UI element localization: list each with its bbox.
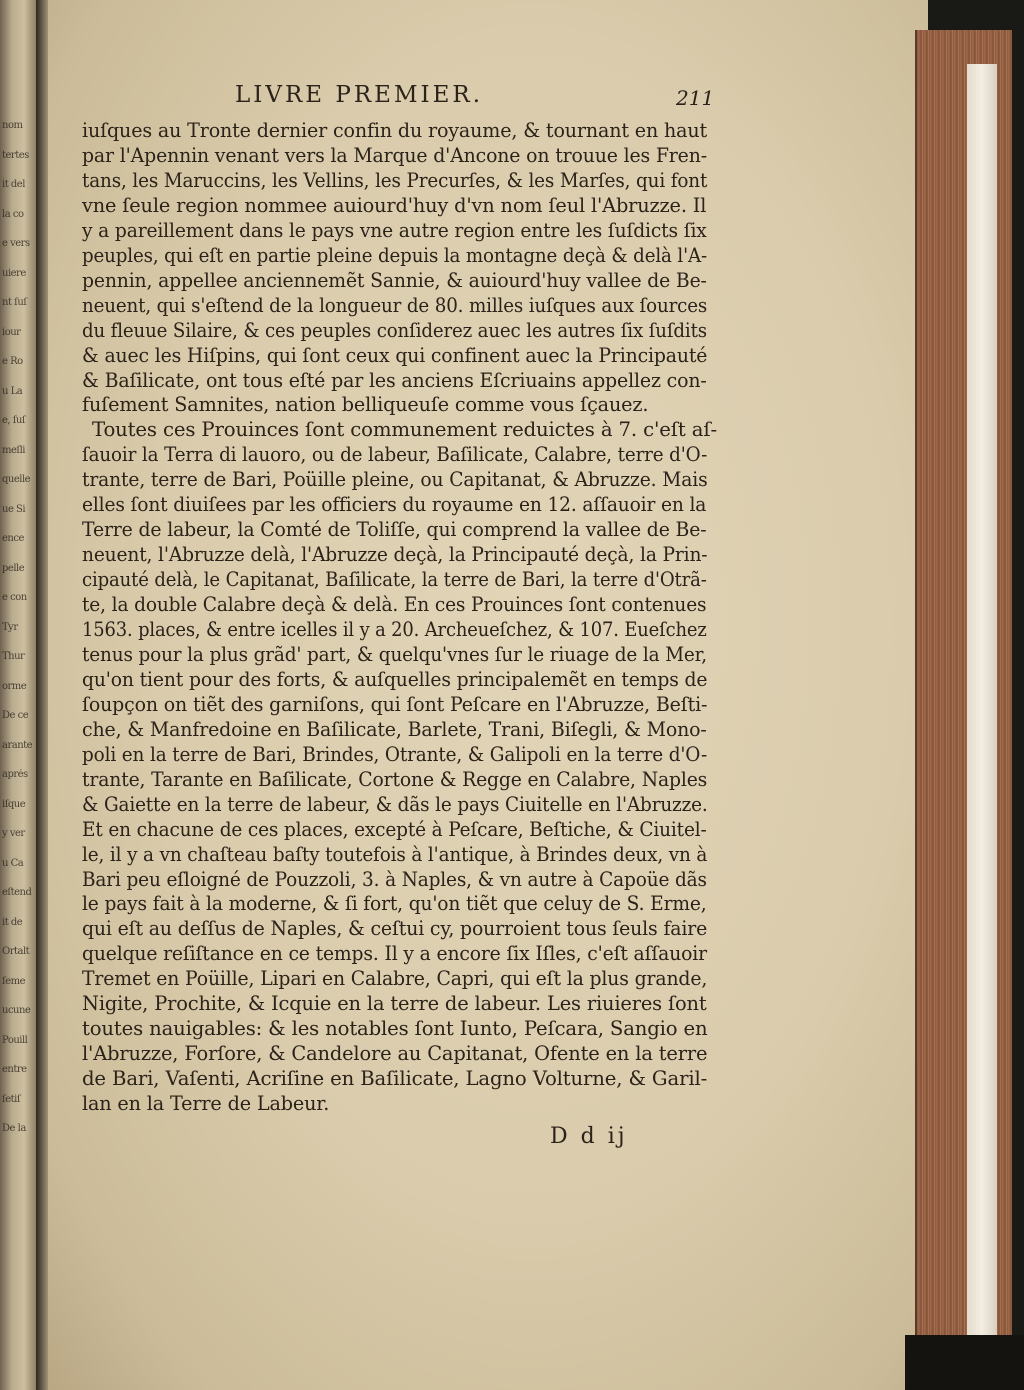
left-margin-fragment: iour: [2, 326, 21, 338]
text-line: che, & Manfredoine en Baſilicate, Barlete, Trani, Biſegli, & Mono-: [82, 717, 707, 741]
text-line: cipauté delà, le Capitanat, Baſilicate, la terre de Bari, la terre d'Otrã-: [82, 568, 707, 592]
text-line: Toutes ces Prouinces ſont communement reduictes à 7. c'eſt aſ-: [92, 418, 717, 442]
left-margin-fragment: Pouill: [2, 1034, 28, 1046]
text-line: trante, Tarante en Baſilicate, Cortone & Regge en Calabre, Naples: [82, 767, 708, 791]
left-page-edge: [0, 0, 40, 1390]
text-line: 1563. places, & entre icelles il y a 20. Archeueſchez, & 107. Eueſchez: [82, 618, 707, 641]
text-line: tenus pour la plus grãd' part, & quelqu'vnes ſur le riuage de la Mer,: [82, 642, 708, 666]
text-line: & Gaiette en la terre de labeur, & dãs le pays Ciuitelle en l'Abruzze.: [82, 792, 708, 816]
text-line: tans, les Maruccins, les Vellins, les Precurſes, & les Marſes, qui font: [82, 168, 708, 192]
page-edge-highlight: [967, 64, 997, 1364]
text-line: fuſement Samnites, nation belliqueuſe comme vous ſçauez.: [82, 393, 649, 417]
text-line: lan en la Terre de Labeur.: [82, 1092, 330, 1116]
folio-number: 211: [676, 86, 715, 110]
signature-mark: D d ij: [550, 1124, 628, 1149]
left-margin-fragment: arante: [2, 739, 33, 751]
text-line: le, il y a vn chaſteau baſty toutefois à l'antique, à Brindes deux, vn à: [82, 842, 708, 866]
text-line: y a pareillement dans le pays vne autre region entre les ſuſdicts ſix: [82, 218, 707, 242]
text-line: qu'on tient pour des forts, & auſquelles principalemẽt en temps de: [82, 667, 708, 691]
text-line: ſauoir la Terra di lauoro, ou de labeur, Baſilicate, Calabre, terre d'O-: [82, 443, 708, 467]
left-margin-fragment: pelle: [2, 562, 25, 574]
left-margin-fragment: uiere: [2, 267, 26, 279]
text-line: toutes nauigables: & les notables ſont Iunto, Peſcara, Sangio en: [82, 1017, 708, 1041]
text-line: par l'Apennin venant vers la Marque d'Ancone on trouue les Fren-: [82, 143, 707, 167]
text-line: du fleuue Silaire, & ces peuples conſiderez auec les autres ſix ſuſdits: [82, 318, 707, 342]
text-line: trante, terre de Bari, Poüille pleine, ou Capitanat, & Abruzze. Mais: [82, 468, 708, 492]
left-margin-fragment: iſque: [2, 798, 26, 810]
left-margin-fragment: ucune: [2, 1005, 31, 1016]
text-line: neuent, qui s'eſtend de la longueur de 80. milles iuſques aux ſources: [82, 293, 708, 317]
text-line: pennin, appellee anciennemẽt Sannie, & auiourd'huy vallee de Be-: [82, 268, 707, 292]
left-margin-fragment: meſli: [2, 444, 25, 456]
left-margin-fragment: entre: [2, 1064, 27, 1075]
left-margin-fragment: De la: [2, 1123, 26, 1134]
text-line: vne ſeule region nommee auiourd'huy d'vn nom ſeul l'Abruzze. Il: [82, 193, 707, 217]
text-line: Nigite, Prochite, & Icquie en la terre de labeur. Les riuieres ſont: [82, 992, 707, 1016]
text-line: poli en la terre de Bari, Brindes, Otrante, & Galipoli en la terre d'O-: [82, 742, 708, 766]
running-head: LIVRE PREMIER.: [235, 82, 484, 108]
text-line: le pays fait à la moderne, & ſi fort, qu'on tiẽt que celuy de S. Erme,: [82, 892, 707, 916]
left-margin-fragment: nt ſuſ: [2, 297, 27, 308]
left-margin-fragment: aprés: [2, 769, 28, 780]
left-margin-fragment: e Ro: [2, 356, 23, 367]
text-line: te, la double Calabre deçà & delà. En ces Prouinces ſont contenues: [82, 593, 707, 617]
text-line: iuſques au Tronte dernier confin du royaume, & tournant en haut: [82, 119, 708, 142]
left-margin-fragment: e vers: [2, 238, 30, 249]
left-margin-fragment: y ver: [2, 828, 25, 839]
left-margin-fragment: u La: [2, 385, 23, 397]
left-margin-fragment: ence: [2, 533, 24, 544]
text-line: de Bari, Vaſenti, Acriſine en Baſilicate, Lagno Volturne, & Garil-: [82, 1067, 708, 1091]
left-margin-fragment: la co: [2, 208, 24, 220]
left-margin-fragment: nom: [2, 120, 23, 131]
left-margin-fragment: Thur: [2, 651, 25, 662]
left-margin-fragment: u Ca: [2, 857, 24, 869]
left-margin-fragment: Ortalt: [2, 946, 30, 957]
text-line: Et en chacune de ces places, excepté à Peſcare, Beſtiche, & Ciuitel-: [82, 817, 707, 841]
left-margin-fragment: e con: [2, 592, 27, 603]
text-line: Bari peu eſloigné de Pouzzoli, 3. à Naples, & vn autre à Capoüe dãs: [82, 867, 707, 891]
left-margin-fragment: eſtend: [2, 887, 32, 898]
left-margin-fragment: ue Si: [2, 503, 26, 515]
left-margin-fragment: e, ſuſ: [2, 415, 26, 426]
left-margin-fragment: orme: [2, 680, 27, 692]
left-margin-fragment: De ce: [2, 710, 29, 721]
text-line: peuples, qui eſt en partie pleine depuis la montagne deçà & delà l'A-: [82, 243, 707, 267]
text-line: Terre de labeur, la Comté de Toliſſe, qui comprend la vallee de Be-: [82, 518, 707, 542]
scan-corner: [905, 1335, 1024, 1390]
left-margin-fragment: tertes: [2, 149, 29, 161]
text-line: neuent, l'Abruzze delà, l'Abruzze deçà, la Principauté deçà, la Prin-: [82, 543, 708, 567]
left-margin-fragment: ſeme: [2, 975, 26, 987]
left-margin-fragment: it de: [2, 916, 23, 928]
text-line: Tremet en Poüille, Lipari en Calabre, Capri, qui eſt la plus grande,: [82, 967, 708, 991]
text-line: & auec les Hiſpins, qui ſont ceux qui confinent auec la Principauté: [82, 343, 708, 367]
left-margin-fragment: it del: [2, 179, 25, 190]
page-fore-edge: [915, 30, 1012, 1365]
text-line: elles ſont diuiſees par les officiers du royaume en 12. aſſauoir en la: [82, 493, 707, 517]
text-line: quelque reſiſtance en ce temps. Il y a encore ſix Iſles, c'eſt aſſauoir: [82, 942, 707, 966]
text-line: ſoupçon on tiẽt des garniſons, qui ſont Peſcare en l'Abruzze, Beſti-: [82, 692, 708, 716]
text-line: & Baſilicate, ont tous eſté par les anciens Eſcriuains appellez con-: [82, 368, 707, 392]
text-line: qui eſt au deſſus de Naples, & ceſtui cy, pourroient tous ſeuls faire: [82, 917, 708, 941]
left-margin-fragment: quelle: [2, 474, 31, 485]
left-margin-fragment: ſetiſ: [2, 1093, 21, 1105]
left-margin-fragment: Tyr: [2, 621, 18, 633]
text-line: l'Abruzze, Forſore, & Candelore au Capitanat, Ofente en la terre: [82, 1042, 708, 1066]
